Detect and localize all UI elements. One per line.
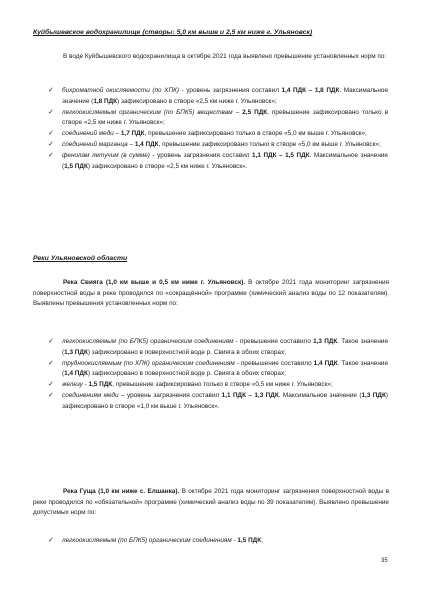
- item-text: -: [231, 537, 238, 544]
- item-max-value: 1,5 ПДК: [64, 162, 88, 170]
- gushcha-items-list: [48, 536, 388, 547]
- item-name: бихроматной окисляемости (по ХПК): [62, 87, 179, 94]
- item-name: железу: [62, 381, 83, 388]
- item-value: 1,1 ПДК – 1,5 ПДК: [252, 152, 310, 159]
- item-text: –: [127, 141, 135, 148]
- section-title-reservoir: Куйбышевское водохранилище (створы: 5,0 км выше и 2,5 км ниже г. Ульяновск): [33, 29, 313, 36]
- item-text-2: . Такое значение (: [62, 359, 389, 377]
- item-max-value: 1,3 ПДК: [361, 392, 386, 399]
- item-name: трудноокисляемым (по ХПК) органическим соединениям: [62, 359, 235, 367]
- item-value: 1,4 ПДК – 1,8 ПДК: [281, 87, 340, 94]
- list-item: [48, 391, 388, 412]
- reservoir-intro-paragraph: В воде Куйбышевского водохранилища в октябре 2021 года выявлено превышение установленных норм по:: [63, 53, 387, 60]
- section-title-rivers: Реки Ульяновской области: [33, 255, 128, 262]
- item-value: 1,5 ПДК: [237, 537, 262, 544]
- page-number: 35: [381, 558, 388, 564]
- list-item: [48, 359, 388, 380]
- item-text-2: . Максимальное значение (: [62, 152, 388, 170]
- item-text-2: ;: [261, 537, 263, 544]
- item-text-2: . Такое значение (: [62, 338, 389, 356]
- check-icon: ✓: [48, 381, 54, 388]
- item-name: соединениям меди: [62, 392, 119, 399]
- list-item: [48, 536, 388, 547]
- item-text: - превышение составило: [234, 359, 314, 367]
- item-value: 1,1 ПДК – 1,3 ПДК: [221, 392, 279, 399]
- item-value: 1,4 ПДК: [313, 359, 338, 367]
- check-icon: ✓: [48, 87, 54, 94]
- item-value: 2,5 ПДК: [242, 108, 268, 116]
- sviyaga-intro: В октябре 2021 года мониторинг загрязнения поверхностной воды в реке проводился по «сокращённой» программе (химический анализ воды по 12 показателям). Выявлены превышения установленных норм по:: [33, 279, 390, 307]
- item-value: 1,3 ПДК: [313, 338, 338, 345]
- sviyaga-paragraph: [33, 278, 389, 310]
- item-text-2: , превышение зафиксировано только в створе «0,5 км ниже г. Ульяновск»;: [112, 381, 333, 388]
- gushcha-intro: В октябре 2021 года мониторинг загрязнения поверхностной воды в реке проводился по «обязательной» программе (химический анализ воды по 39 показателям). Выявлено превышение допустимых норм по:: [33, 488, 390, 516]
- item-value: 1,5 ПДК: [88, 381, 113, 388]
- item-max-value: 1,4 ПДК: [64, 370, 88, 377]
- item-name: легкоокисляемым (по БПК5) органическим соединениям: [62, 338, 234, 345]
- item-name: фенолам летучим (в сумме): [62, 152, 150, 159]
- list-item: [48, 151, 388, 172]
- item-text: –: [113, 130, 121, 137]
- item-value: 1,4 ПДК: [134, 141, 159, 148]
- item-text: - уровень загрязнения составил: [149, 152, 253, 159]
- item-text-2: , превышение зафиксировано только в створе «2,5 км ниже г. Ульяновск»;: [62, 108, 388, 126]
- item-text-2: . Максимальное значение (: [62, 87, 388, 105]
- reservoir-items-list: [48, 86, 388, 173]
- item-text-2: , превышение зафиксировано только в створе «5,0 км выше г. Ульяновск»;: [158, 141, 381, 148]
- sviyaga-heading: Река Свияга (1,0 км выше и 0,5 км ниже г. Ульяновск).: [63, 279, 246, 286]
- check-icon: ✓: [48, 537, 54, 544]
- item-name: соединений меди: [62, 130, 114, 137]
- item-name: легкоокисляемым органическим (по БПК5) веществам: [62, 108, 233, 116]
- item-max-value: 1,3 ПДК: [64, 348, 88, 356]
- item-text-2: . Максимальное значение (: [278, 392, 362, 399]
- check-icon: ✓: [48, 108, 54, 116]
- item-name: соединений марганца: [62, 141, 128, 148]
- check-icon: ✓: [48, 338, 54, 345]
- list-item: [48, 337, 388, 358]
- item-text-3: ) зафиксировано в створе «2,5 км ниже г. Ульяновск».: [87, 162, 248, 170]
- check-icon: ✓: [48, 359, 54, 367]
- item-max-value: 1,8 ПДК: [93, 97, 118, 105]
- gushcha-paragraph: [33, 487, 389, 519]
- list-item: [48, 380, 388, 391]
- item-text-3: ) зафиксировано в поверхностной воде р. Свияга в обоих створах;: [87, 370, 286, 377]
- item-value: 1,7 ПДК: [120, 130, 145, 137]
- list-item: [48, 86, 388, 107]
- check-icon: ✓: [48, 392, 54, 399]
- list-item: [48, 108, 388, 129]
- item-text: - превышение составило: [233, 338, 314, 345]
- item-text-3: ) зафиксировано в поверхностной воде р. Свияга в обоих створах;: [87, 348, 286, 356]
- sviyaga-items-list: [48, 337, 388, 413]
- item-text: - уровень загрязнения составил: [178, 87, 282, 94]
- item-text: –: [232, 108, 243, 116]
- check-icon: ✓: [48, 141, 54, 148]
- list-item: [48, 129, 388, 140]
- item-text-3: ) зафиксировано в створе «1,0 км выше г. Ульяновск».: [62, 392, 388, 410]
- list-item: [48, 140, 388, 151]
- gushcha-heading: Река Гуща (1,0 км ниже с. Елшанка).: [63, 488, 180, 495]
- check-icon: ✓: [48, 152, 54, 159]
- item-name: легкоокисляемым (по БПК5) органическим соединениям: [62, 537, 232, 544]
- item-text: -: [82, 381, 89, 388]
- item-text: – уровень загрязнения составил: [118, 392, 222, 399]
- check-icon: ✓: [48, 130, 54, 137]
- item-text-2: , превышение зафиксировано только в створе «5,0 км выше г. Ульяновск»;: [144, 130, 367, 137]
- item-text-3: ) зафиксировано в створе «2,5 км ниже г. Ульяновск»;: [117, 97, 277, 105]
